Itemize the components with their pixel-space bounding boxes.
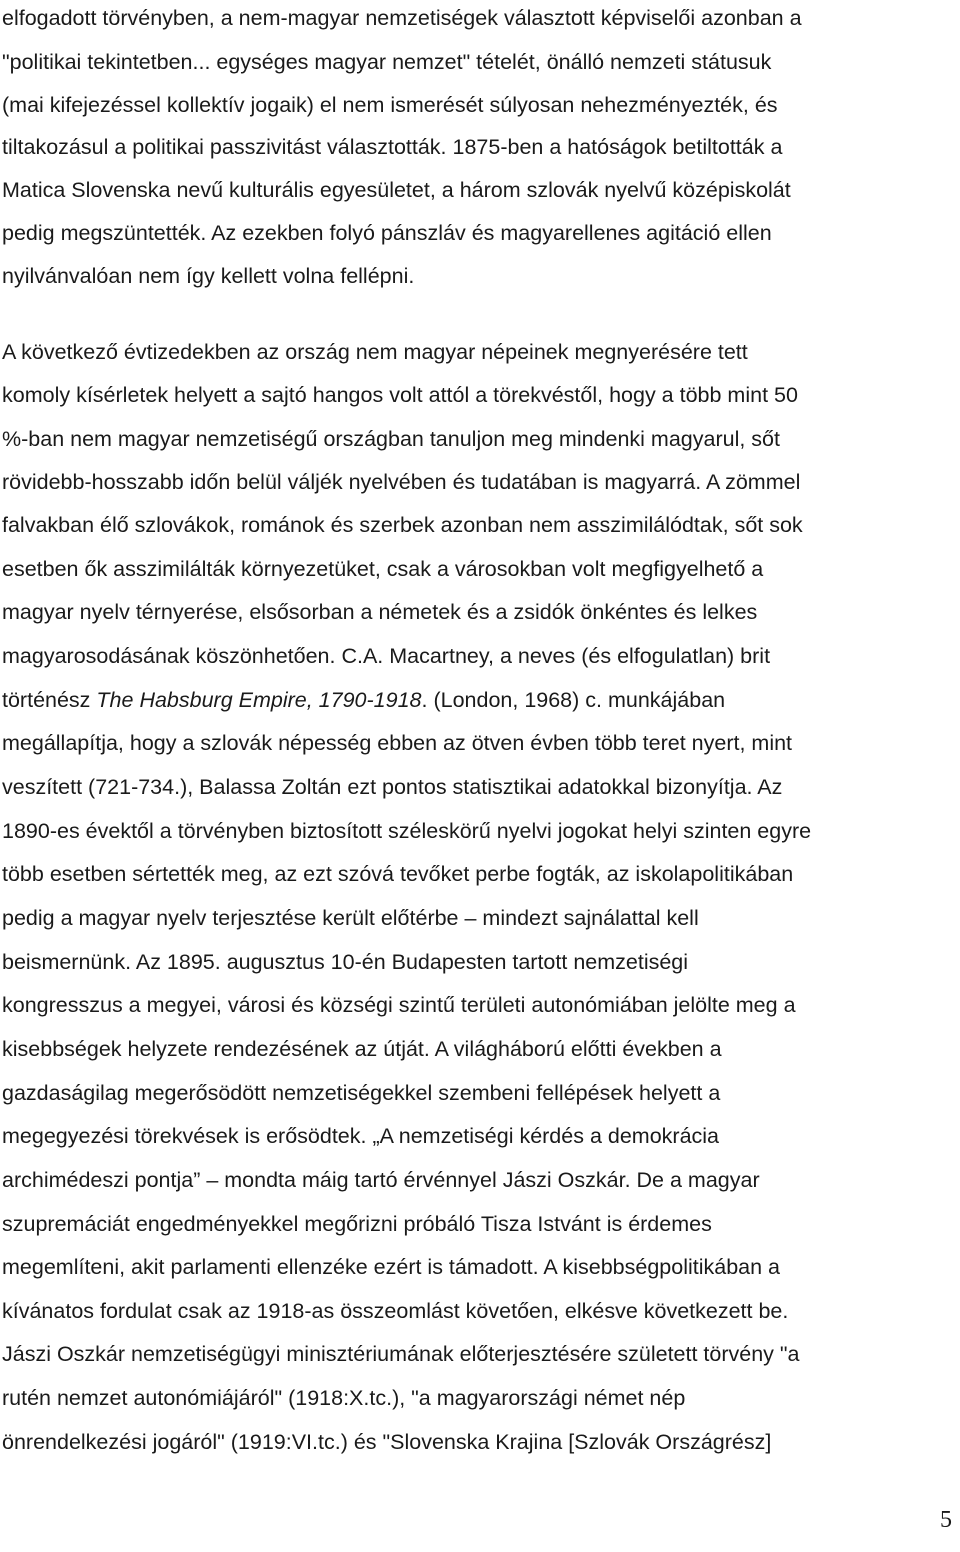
text-line: "politikai tekintetben... egységes magyar nemzet" tételét, önálló nemzeti státusuk [2,50,772,74]
text-line: gazdaságilag megerősödött nemzetiségekkel szembeni fellépések helyett a [2,1081,721,1105]
text-line: 1890-es évektől a törvényben biztosított széleskörű nyelvi jogokat helyi szinten egyre [2,819,812,843]
text-line: veszített (721-734.), Balassa Zoltán ezt pontos statisztikai adatokkal bizonyítja. Az [2,775,783,799]
text-line: falvakban élő szlovákok, románok és szerbek azonban nem asszimilálódtak, sőt sok [2,513,803,537]
text-segment: . (London, 1968) c. munkájában [421,688,726,712]
text-line: Matica Slovenska nevű kulturális egyesületet, a három szlovák nyelvű középiskolát [2,178,791,202]
text-line: megemlíteni, akit parlamenti ellenzéke ezért is támadott. A kisebbségpolitikában a [2,1255,781,1279]
text-line-with-title [2,686,725,714]
text-line: rövidebb-hosszabb időn belül váljék nyelvében és tudatában is magyarrá. A zömmel [2,470,801,494]
text-line: kongresszus a megyei, városi és községi szintű területi autonómiában jelölte meg a [2,993,796,1017]
text-line: rutén nemzet autonómiájáról" (1918:X.tc.), "a magyarországi német nép [2,1386,686,1410]
text-line: Jászi Oszkár nemzetiségügyi minisztériumának előterjesztésére született törvény "a [2,1342,800,1366]
text-line: A következő évtizedekben az ország nem magyar népeinek megnyerésére tett [2,340,748,364]
text-line: pedig megszüntették. Az ezekben folyó pánszláv és magyarellenes agitáció ellen [2,221,772,245]
text-line: %-ban nem magyar nemzetiségű országban tanuljon meg mindenki magyarul, sőt [2,427,780,451]
text-line: nyilvánvalóan nem így kellett volna fellépni. [2,264,415,288]
text-line: archimédeszi pontja” – mondta máig tartó érvénnyel Jászi Oszkár. De a magyar [2,1168,760,1192]
text-line: kívánatos fordulat csak az 1918-as összeomlást követően, elkésve következett be. [2,1299,789,1323]
page-number: 5 [940,1507,952,1533]
text-line: magyarosodásának köszönhetően. C.A. Macartney, a neves (és elfogulatlan) brit [2,644,771,668]
text-line: (mai kifejezéssel kollektív jogaik) el nem ismerését súlyosan nehezményezték, és [2,93,778,117]
book-title: The Habsburg Empire, 1790-1918 [96,688,422,712]
text-line: beismernünk. Az 1895. augusztus 10-én Budapesten tartott nemzetiségi [2,950,689,974]
text-line: pedig a magyar nyelv terjesztése került előtérbe – mindezt sajnálattal kell [2,906,699,930]
text-line: szupremáciát engedményekkel megőrizni próbáló Tisza Istvánt is érdemes [2,1212,712,1236]
text-line: több esetben sértették meg, az ezt szóvá tevőket perbe fogták, az iskolapolitikában [2,862,794,886]
text-line: kisebbségek helyzete rendezésének az útját. A világháború előtti években a [2,1037,722,1061]
text-line: magyar nyelv térnyerése, elsősorban a németek és a zsidók önkéntes és lelkes [2,600,758,624]
text-line: elfogadott törvényben, a nem-magyar nemzetiségek választott képviselői azonban a [2,6,802,30]
text-line: komoly kísérletek helyett a sajtó hangos volt attól a törekvéstől, hogy a több mint 50 [2,383,798,407]
text-segment: történész [2,688,97,712]
text-line: esetben ők asszimilálták környezetüket, csak a városokban volt megfigyelhető a [2,557,764,581]
text-line: megegyezési törekvések is erősödtek. „A nemzetiségi kérdés a demokrácia [2,1124,720,1148]
text-line: tiltakozásul a politikai passzivitást választották. 1875-ben a hatóságok betiltották a [2,135,783,159]
text-line: önrendelkezési jogáról" (1919:VI.tc.) és "Slovenska Krajina [Szlovák Országrész] [2,1430,772,1454]
text-line: megállapítja, hogy a szlovák népesség ebben az ötven évben több teret nyert, mint [2,731,793,755]
